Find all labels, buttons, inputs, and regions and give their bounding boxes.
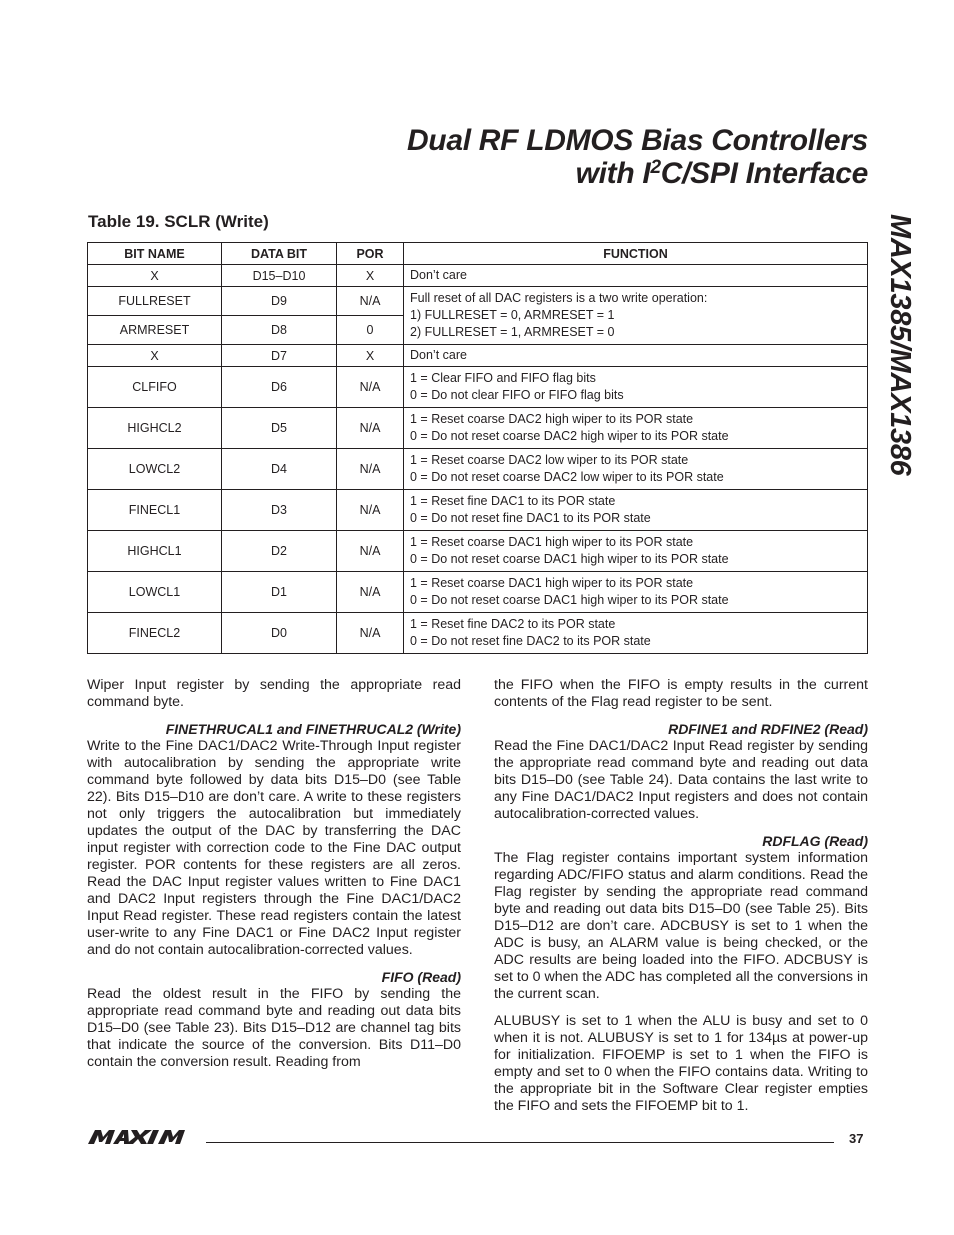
table-row (88, 531, 868, 572)
table-row (88, 287, 868, 316)
cell-data-bit: D0 (222, 613, 337, 654)
cell-por: N/A (337, 490, 404, 531)
function-line: 0 = Do not clear FIFO or FIFO flag bits (410, 388, 624, 402)
paragraph-rdflag: The Flag register contains important system information regarding ADC/FIFO status and alarm conditions. Read the Flag register by sending the appropriate read command byte and reading out data bits D15–D0 (see Table 25). Bits D15–D12 are don’t care. ADCBUSY is set to 1 when the ADC is busy, an ALARM value is being checked, or the ADC results are being loaded into the FIFO. ADCBUSY is set to 0 when the ADC has completed all the conversions in the current scan. (494, 850, 868, 1002)
title-line-2-suffix: C/SPI Interface (660, 157, 868, 190)
heading-fifo: FIFO (Read) (381, 969, 461, 985)
cell-por: N/A (337, 367, 404, 408)
function-line: Full reset of all DAC registers is a two write operation: (410, 291, 708, 305)
cell-data-bit: D2 (222, 531, 337, 572)
function-line: 1 = Reset coarse DAC2 high wiper to its POR state (410, 412, 694, 426)
page-title (407, 124, 868, 190)
function-line: 0 = Do not reset fine DAC2 to its POR state (410, 634, 651, 648)
heading-finethrucal: FINETHRUCAL1 and FINETHRUCAL2 (Write) (165, 721, 461, 737)
function-line: 1 = Reset coarse DAC2 low wiper to its POR state (410, 453, 689, 467)
cell-data-bit: D4 (222, 449, 337, 490)
footer-rule (206, 1142, 834, 1143)
cell-data-bit: D9 (222, 287, 337, 316)
col-header-bit-name: BIT NAME (88, 243, 222, 265)
function-line: 1 = Reset coarse DAC1 high wiper to its POR state (410, 576, 694, 590)
cell-por: X (337, 345, 404, 367)
title-line-2 (407, 157, 868, 190)
cell-data-bit: D6 (222, 367, 337, 408)
cell-bit-name: ARMRESET (88, 316, 222, 345)
cell-bit-name: FINECL1 (88, 490, 222, 531)
col-header-function: FUNCTION (404, 243, 868, 265)
cell-bit-name: CLFIFO (88, 367, 222, 408)
title-superscript: 2 (650, 157, 661, 178)
cell-data-bit: D5 (222, 408, 337, 449)
heading-rdfine: RDFINE1 and RDFINE2 (Read) (668, 721, 868, 737)
cell-function (404, 287, 868, 345)
function-line: 1 = Clear FIFO and FIFO flag bits (410, 371, 596, 385)
cell-bit-name: X (88, 265, 222, 287)
cell-function (404, 345, 868, 367)
left-column (87, 677, 461, 1071)
paragraph-fifo: Read the oldest result in the FIFO by sending the appropriate read command byte and reading out data bits D15–D0 (see Table 23). Bits D15–D12 are channel tag bits that indicate the source of the conversion. Bits D11–D0 contain the conversion result. Reading from (87, 986, 461, 1070)
cell-data-bit: D1 (222, 572, 337, 613)
side-part-number-text: MAX1385/MAX1386 (884, 214, 916, 476)
paragraph-rdfine: Read the Fine DAC1/DAC2 Input Read register by sending the appropriate read command byte and reading out data bits D15–D0 (see Table 24). Data contains the last write to any Fine DAC1/DAC2 Input registers and does not contain autocalibration-corrected values. (494, 738, 868, 822)
cell-por: N/A (337, 287, 404, 316)
table-caption: Table 19. SCLR (Write) (88, 212, 269, 231)
cell-bit-name: LOWCL2 (88, 449, 222, 490)
table-row (88, 613, 868, 654)
function-line: 0 = Do not reset coarse DAC1 high wiper to its POR state (410, 552, 729, 566)
col-header-por: POR (337, 243, 404, 265)
cell-function (404, 613, 868, 654)
cell-por: N/A (337, 572, 404, 613)
page-number: 37 (849, 1131, 864, 1146)
table-row (88, 572, 868, 613)
function-line: 0 = Do not reset fine DAC1 to its POR state (410, 511, 651, 525)
table-row (88, 265, 868, 287)
title-line-2-prefix: with I (575, 157, 651, 190)
cell-bit-name: HIGHCL1 (88, 531, 222, 572)
function-line: 0 = Do not reset coarse DAC2 high wiper to its POR state (410, 429, 729, 443)
cell-bit-name: HIGHCL2 (88, 408, 222, 449)
cell-bit-name: LOWCL1 (88, 572, 222, 613)
paragraph-finethrucal: Write to the Fine DAC1/DAC2 Write-Through Input register with autocalibration by sending the appropriate write command byte followed by data bits D15–D0 (see Table 22). Bits D15–D10 are don’t care. A write to these registers not only triggers the autocalibration but immediately updates the output of the DAC by transferring the DAC input register with correction code to the Fine DAC output register. POR contents for these registers are all zeros. Read the DAC Input register values written to Fine DAC1 and DAC2 Input registers through the Fine DAC1/DAC2 Input Read register. These read registers contain the latest user-write to any Fine DAC1 or Fine DAC2 Input register and do not contain autocalibration-corrected values. (87, 738, 461, 958)
function-line: 0 = Do not reset coarse DAC1 high wiper to its POR state (410, 593, 729, 607)
function-line: Don’t care (410, 268, 467, 282)
cell-function (404, 408, 868, 449)
paragraph-alubusy: ALUBUSY is set to 1 when the ALU is busy and set to 0 when it is not. ALUBUSY is set to 1 for 134µs at power-up for initialization. FIFOEMP is set to 1 when the FIFO is empty and set to 0 when the FIFO contains data. Writing to the appropriate bit in the Software Clear register empties the FIFO and sets the FIFOEMP bit to 1. (494, 1013, 868, 1114)
cell-data-bit: D3 (222, 490, 337, 531)
cell-function (404, 449, 868, 490)
title-line-1: Dual RF LDMOS Bias Controllers (406, 124, 868, 157)
paragraph-left-intro: Wiper Input register by sending the appropriate read command byte. (87, 677, 461, 710)
table-row (88, 367, 868, 408)
cell-function (404, 531, 868, 572)
maxim-logo-mark (88, 1130, 185, 1144)
right-column (494, 677, 868, 1115)
cell-data-bit: D15–D10 (222, 265, 337, 287)
cell-function (404, 367, 868, 408)
table-header-row (88, 243, 868, 265)
cell-function (404, 572, 868, 613)
cell-function (404, 490, 868, 531)
table-row (88, 345, 868, 367)
cell-data-bit: D7 (222, 345, 337, 367)
side-part-number (886, 214, 916, 564)
cell-bit-name: FULLRESET (88, 287, 222, 316)
col-header-data-bit: DATA BIT (222, 243, 337, 265)
function-line: 1) FULLRESET = 0, ARMRESET = 1 (410, 308, 615, 322)
cell-por: N/A (337, 408, 404, 449)
function-line: 1 = Reset fine DAC2 to its POR state (410, 617, 616, 631)
table-row (88, 408, 868, 449)
function-line: 1 = Reset fine DAC1 to its POR state (410, 494, 616, 508)
paragraph-right-intro: the FIFO when the FIFO is empty results in the current contents of the Flag read register to be sent. (494, 677, 868, 710)
cell-bit-name: X (88, 345, 222, 367)
cell-bit-name: FINECL2 (88, 613, 222, 654)
cell-por: 0 (337, 316, 404, 345)
table-row (88, 449, 868, 490)
function-line: 1 = Reset coarse DAC1 high wiper to its POR state (410, 535, 694, 549)
cell-por: X (337, 265, 404, 287)
table-row (88, 490, 868, 531)
function-line: 0 = Do not reset coarse DAC2 low wiper to its POR state (410, 470, 724, 484)
function-line: 2) FULLRESET = 1, ARMRESET = 0 (410, 325, 615, 339)
cell-por: N/A (337, 613, 404, 654)
cell-function (404, 265, 868, 287)
cell-por: N/A (337, 449, 404, 490)
cell-por: N/A (337, 531, 404, 572)
heading-rdflag: RDFLAG (Read) (762, 833, 868, 849)
cell-data-bit: D8 (222, 316, 337, 345)
function-line: Don’t care (410, 348, 467, 362)
maxim-logo (86, 1128, 198, 1146)
sclr-register-table (87, 242, 868, 654)
